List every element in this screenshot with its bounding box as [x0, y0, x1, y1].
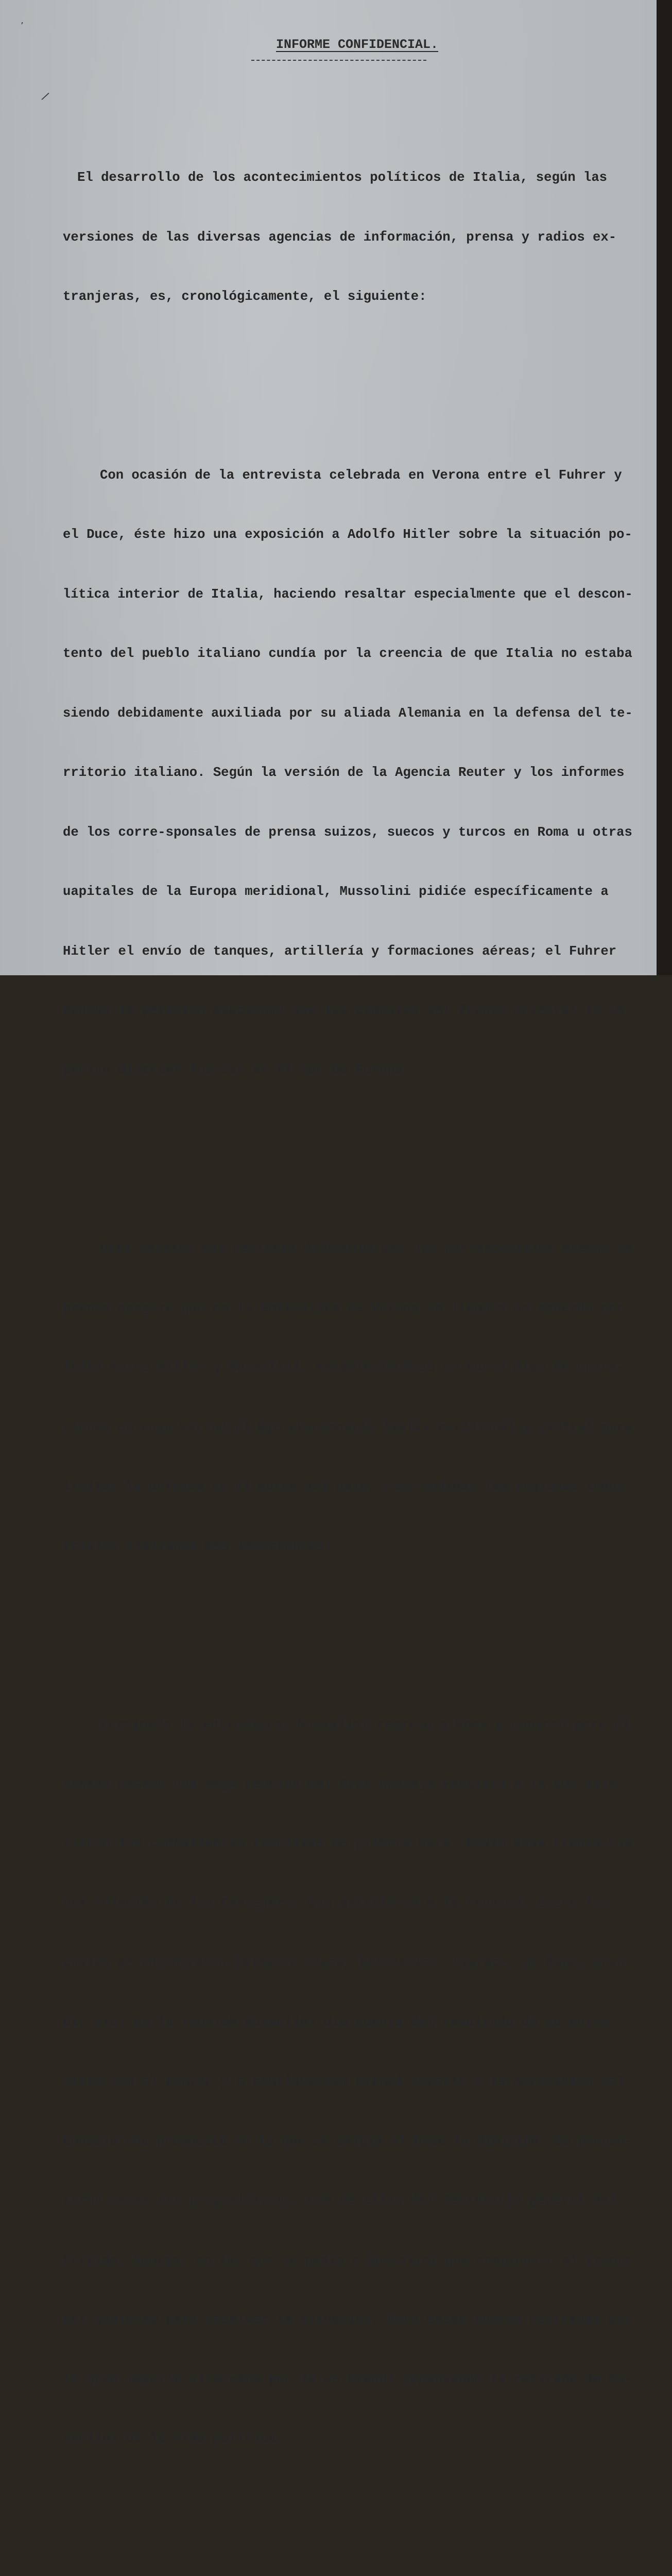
- text-line: tento del pueblo italiano cundía por la creencia de que Italia no estaba: [63, 644, 664, 664]
- text-line: cuales se encontraban Galeazzo Ciano, Bastianini, Starace, de Bono, Gran-: [63, 1953, 657, 1973]
- text-line: denegó la petición aduciendo que los combates del frente oriental le im-: [63, 1001, 664, 1021]
- text-line: de los corre-sponsales de prensa suizos, suecos y turcos en Roma u otras: [63, 823, 664, 843]
- text-line: Consejo una propuesta en la que se exigía al Duce la dimisión. Se presen-: [63, 2132, 657, 2152]
- paragraph-1: [77, 128, 664, 347]
- title-underline: [251, 60, 426, 61]
- text-line: limitar la defensa xx al Norte del país, comprendidas las regiones indus-: [63, 1477, 657, 1497]
- text-line: Con ocasión de la entrevista celebrada en Verona entre el Fuhrer y: [100, 466, 664, 486]
- text-line: la gran mayoría alcanzada por la de Grandi imponiendo la retirada de Mu-: [63, 2370, 664, 2390]
- scan-mark: ’: [21, 21, 24, 31]
- text-line: rritorio italiano. Según la versión de la Agencia Reuter y los informes: [63, 763, 664, 783]
- text-line: una relación de los Consejeros que asistieron a la reunión, entre los: [63, 1894, 664, 1914]
- text-line: versiones de las diversas agencias de información, prensa y radios ex-: [63, 228, 664, 248]
- scan-mark: /: [40, 90, 50, 103]
- text-line: tranjeras, es, cronológicamente, el siguiente:: [63, 287, 664, 307]
- text-line: sábado pasado una xmgx reunión del Gran Consejo Fascista a la que asis-: [63, 1775, 664, 1795]
- text-line: vista con el Fuhrer y a continuación Grandi sometió a la aprobación del: [63, 2072, 664, 2092]
- document-body: [77, 89, 664, 2576]
- paragraph-5: [77, 2568, 664, 2576]
- text-line: prensa asegura que en la entrevista de Verona se llegó a un acuerdo per-: [63, 1299, 664, 1319]
- paragraph-3: [77, 1199, 664, 1596]
- text-line: pedían distraer fuerzas en el Sur de Europa.: [63, 1061, 664, 1081]
- text-line: ssolini de la vida política.: [63, 2429, 664, 2449]
- paragraph-4: [77, 1675, 664, 2489]
- text-line: del gobierno para resolver la situación. Pero estas fueron retiradas por: [63, 2310, 664, 2330]
- text-line: lítica interior de Italia, haciendo resaltar especialmente que el descon-: [63, 585, 657, 605]
- paragraph-2: [77, 426, 664, 1121]
- text-line: El desarrollo de los acontecimientos políticos de Italia, según las: [77, 168, 664, 188]
- text-line: taron otras dos proposiciones, una de ellas del Secretario general del: [63, 2191, 664, 2211]
- document-title: INFORME CONFIDENCIAL.: [0, 37, 672, 52]
- text-line: Terminada la entrevista, Mussolini regresó a Roma y convocó para el: [100, 1715, 664, 1735]
- text-line: siendo debidamente auxiliada por su aliada Alemania en la defensa del te-: [63, 704, 657, 724]
- text-line: el Duce, éste hizo una exposición a Adolfo Hitler sobre la situación po-: [63, 525, 664, 545]
- text-line: Hitler el envío de tanques, artillería y formaciones aéreas; el Fuhrer: [63, 942, 664, 962]
- text-line: ciones en cuya virtud el Eje abandonaría Italia meridional y central para: [63, 1418, 657, 1438]
- text-line: fecto entre Hitler y Mussolini, estableciéndose un nuevo plan de opera-: [63, 1358, 664, 1378]
- text-line: Partido, Scorza, en las que se pedía a Mussolini que continuase al frente: [63, 2251, 657, 2271]
- text-line: Otra versión más reciente difundida por los corresponsales suecos de: [100, 1239, 659, 1259]
- text-line: triales italianas más importantes.: [63, 1537, 664, 1557]
- text-line: di, etc. En la reunión Mussolini dió cuenta del resultado de su entre-: [63, 2013, 664, 2033]
- text-line: tieron los combatientes fascistas de primera hora. Radio Roma transmitió: [63, 1834, 664, 1854]
- text-line: uapitales de la Europa meridional, Mussolini pidiće específicamente a: [63, 882, 664, 902]
